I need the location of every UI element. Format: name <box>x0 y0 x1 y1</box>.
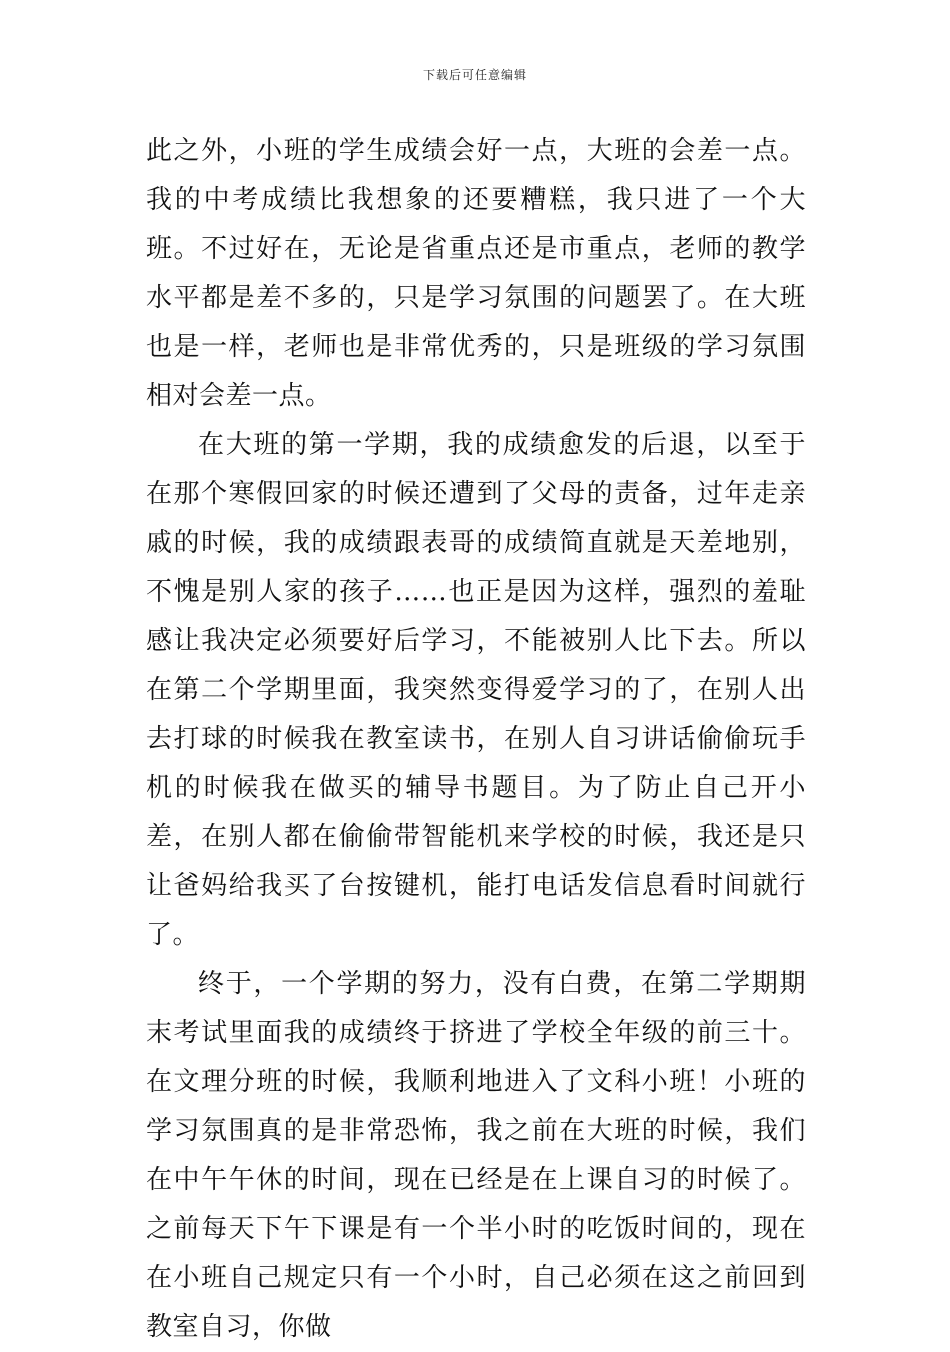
paragraph-3: 终于，一个学期的努力，没有白费，在第二学期期末考试里面我的成绩终于挤进了学校全年级的前三十。在文理分班的时候，我顺利地进入了文科小班！小班的学习氛围真的是非常恐怖，我之前在大班的时候，我们在中午午休的时间，现在已经是在上课自习的时候了。之前每天下午下课是有一个半小时的吃饭时间的，现在在小班自己规定只有一个小时，自己必须在这之前回到教室自习，你做 <box>146 969 806 1342</box>
paragraph-2: 在大班的第一学期，我的成绩愈发的后退，以至于在那个寒假回家的时候还遭到了父母的责备，过年走亲戚的时候，我的成绩跟表哥的成绩简直就是天差地别，不愧是别人家的孩子……也正是因为这样，强烈的羞耻感让我决定必须要好后学习，不能被别人比下去。所以在第二个学期里面，我突然变得爱学习的了，在别人出去打球的时候我在教室读书，在别人自习讲话偷偷玩手机的时候我在做买的辅导书题目。为了防止自己开小差，在别人都在偷偷带智能机来学校的时候，我还是只让爸妈给我买了台按键机，能打电话发信息看时间就行了。 <box>146 430 806 950</box>
page-header: 下载后可任意编辑 <box>422 68 527 82</box>
body-text <box>146 127 806 1352</box>
paragraph-1: 此之外，小班的学生成绩会好一点，大班的会差一点。我的中考成绩比我想象的还要糟糕，我只进了一个大班。不过好在，无论是省重点还是市重点，老师的教学水平都是差不多的，只是学习氛围的问题罢了。在大班也是一样，老师也是非常优秀的，只是班级的学习氛围相对会差一点。 <box>146 136 806 411</box>
